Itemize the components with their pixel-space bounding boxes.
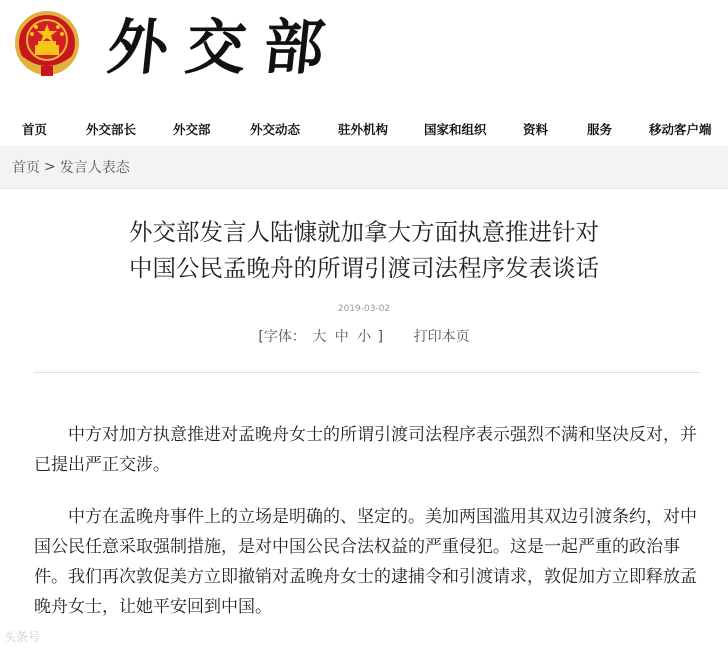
breadcrumb-current-link[interactable]: 发言人表态 (59, 160, 130, 176)
nav-item-minister[interactable]: 外交部长 (86, 122, 137, 137)
nav-item-resources[interactable]: 资料 (523, 122, 549, 137)
article-title-line1: 外交部发言人陆慷就加拿大方面执意推进针对 (129, 218, 599, 246)
nav-item-missions[interactable]: 驻外机构 (338, 122, 389, 137)
nav-item-mobile[interactable]: 移动客户端 (649, 122, 712, 137)
article-paragraph-1: 中方对加方执意推进对孟晚舟女士的所谓引渡司法程序表示强烈不满和坚决反对，并已提出严正交涉。 (34, 425, 697, 475)
article-date: 2019-03-02 (337, 304, 391, 314)
font-size-label: [字体： (258, 329, 306, 345)
watermark: 头条号 (4, 630, 41, 644)
site-header (0, 0, 728, 110)
nav-item-home[interactable]: 首页 (22, 122, 48, 137)
nav-item-services[interactable]: 服务 (587, 122, 613, 137)
nav-item-news[interactable]: 外交动态 (250, 122, 301, 137)
breadcrumb-separator: > (44, 159, 56, 175)
nav-item-countries[interactable]: 国家和组织 (424, 122, 487, 137)
breadcrumb-home-link[interactable]: 首页 (12, 160, 40, 176)
article-body (34, 420, 698, 644)
article-tools (0, 326, 728, 346)
font-size-medium-button[interactable]: 中 (334, 329, 349, 345)
font-size-close-bracket: ] (377, 329, 384, 345)
nav-item-ministry[interactable]: 外交部 (173, 122, 211, 137)
font-size-options (310, 329, 377, 345)
article-paragraph-2: 中方在孟晚舟事件上的立场是明确的、坚定的。美加两国滥用其双边引渡条约，对中国公民任意采取强制措施，是对中国公民合法权益的严重侵犯。这是一起严重的政治事件。我们再次敦促美方立即撤销对孟晚舟女士的逮捕令和引渡请求，敦促加方立即释放孟晚舟女士，让她平安回到中国。 (34, 507, 697, 617)
article-title (0, 214, 728, 286)
article-title-line2: 中国公民孟晚舟的所谓引渡司法程序发表谈话 (129, 254, 599, 282)
national-emblem-icon[interactable] (14, 10, 80, 82)
font-size-large-button[interactable]: 大 (312, 329, 327, 345)
breadcrumb (0, 146, 728, 189)
font-size-small-button[interactable]: 小 (357, 329, 372, 345)
print-page-button[interactable]: 打印本页 (413, 329, 470, 345)
site-logo[interactable]: 外交部 (104, 13, 346, 83)
article-divider (34, 372, 700, 373)
